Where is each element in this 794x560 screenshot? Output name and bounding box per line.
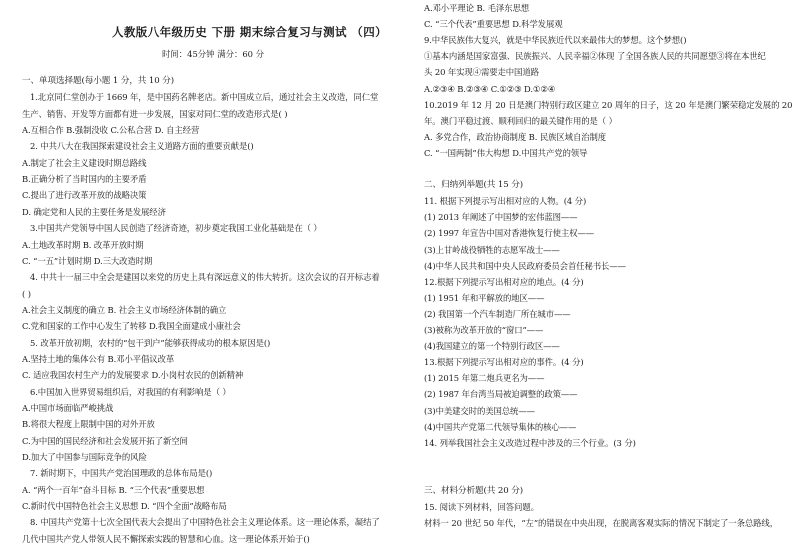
left-lines-line: C.党和国家的工作中心发生了转移 D.我国全面建成小康社会 xyxy=(22,321,241,332)
left-lines-line: B.正确分析了当时国内的主要矛盾 xyxy=(22,174,147,185)
right-lines-line: A.②③④ B.②③④ C.①②③ D.①②④ xyxy=(424,83,556,94)
right-lines-line: A.邓小平理论 B. 毛泽东思想 xyxy=(424,3,530,13)
right-lines-line: 10.2019 年 12 月 20 日是澳门特别行政区建立 20 周年的日子，这 20 年是澳门繁荣稳定发展的 20 xyxy=(424,99,793,110)
right-lines-line: A. 多党合作，政治协商制度 B. 民族区域自治制度 xyxy=(424,131,607,142)
left-lines-line: D. 确定党和人民的主要任务是发展经济 xyxy=(22,206,166,217)
right-lines-line: 15. 阅读下列材料，回答问题。 xyxy=(424,502,539,513)
left-lines-line: A.社会主义制度的确立 B. 社会主义市场经济体制的确立 xyxy=(22,304,227,315)
right-lines-line: 9.中华民族伟大复兴，就是中华民族近代以来最伟大的梦想。这个梦想() xyxy=(424,35,687,46)
left-lines-line: ( ) xyxy=(22,288,31,299)
right-lines-line: C. “一国两制”伟大构想 D.中国共产党的领导 xyxy=(424,147,588,158)
right-lines-line: (1) 2013 年阐述了中国梦的宏伟蓝图—— xyxy=(424,212,578,223)
right-lines-line: 年。澳门平稳过渡、顺利回归的最关键作用的是（ ） xyxy=(424,115,617,126)
right-lines-line: 12.根据下列提示写出相对应的地点。(4 分) xyxy=(424,276,584,287)
right-lines-line: 14. 列举我国社会主义改造过程中涉及的三个行业。(3 分) xyxy=(424,437,636,448)
right-lines-line: (2) 1997 年宣告中国对香港恢复行使主权—— xyxy=(424,228,595,239)
right-lines-line: (1) 1951 年和平解放的地区—— xyxy=(424,292,545,303)
left-lines-line: A.互相合作 B.强制没收 C.公私合营 D. 自主经营 xyxy=(22,125,200,136)
left-lines-line: D.加大了中国参与国际竞争的风险 xyxy=(22,452,147,463)
left-lines-line: A.中国市场面临严峻挑战 xyxy=(22,403,114,413)
left-lines-line: C. 适应我国农村生产力的发展要求 D.小岗村农民的创新精神 xyxy=(22,370,244,381)
left-lines-line: A.土地改革时期 B. 改革开放时期 xyxy=(22,239,144,250)
left-lines-line: C.新时代中国特色社会主义思想 D. “四个全面”战略布局 xyxy=(22,501,227,512)
left-lines-line: C.提出了进行改革开放的战略决策 xyxy=(22,190,147,201)
right-lines-line: 材料一 20 世纪 50 年代，“左”的错误在中央出现，在脱离客观实际的情况下制定了一条总路线， xyxy=(424,518,778,529)
left-lines-line: 7. 新时期下，中国共产党治国理政的总体布局是() xyxy=(30,468,213,479)
right-lines-line: (2) 1987 年台湾当局被迫调整的政策—— xyxy=(424,389,578,400)
right-lines-line: (4)中华人民共和国中央人民政府委员会首任秘书长—— xyxy=(424,260,626,271)
left-lines-line: 5. 改革开放初期，农村的“包干到户”能够获得成功的根本原因是() xyxy=(30,337,271,348)
right-lines-line: 13.根据下列提示写出相对应的事件。(4 分) xyxy=(424,357,584,368)
left-lines-line: 一、单项选择题(每小题 1 分，共 10 分) xyxy=(22,76,175,86)
right-lines-line: 11. 根据下列提示写出相对应的人物。(4 分) xyxy=(424,196,587,207)
left-lines-line: 2. 中共八大在我国探索建设社会主义道路方面的重要贡献是() xyxy=(30,141,254,152)
right-lines-line: (1) 2015 年第二炮兵更名为—— xyxy=(424,373,545,384)
left-lines-line: C. “一五”计划时期 D.三大改造时期 xyxy=(22,255,153,266)
right-lines-line: C. “三个代表”重要思想 D.科学发展观 xyxy=(424,19,563,30)
left-lines-line: B.将很大程度上限制中国的对外开放 xyxy=(22,419,155,430)
left-lines-line: 6.中国加入世界贸易组织后，对我国的有利影响是（ ） xyxy=(30,386,231,397)
right-lines-line: (3)被称为改革开放的“窗口”—— xyxy=(424,325,544,335)
left-lines-line: 3.中国共产党领导中国人民创造了经济奇迹，初步奠定我国工业化基础是在（ ） xyxy=(30,223,322,234)
right-lines-line: (4)中国共产党第二代领导集体的核心—— xyxy=(424,421,577,432)
right-lines-line: (3)中美建交时的美国总统—— xyxy=(424,405,535,416)
right-lines-line: 三、材料分析题(共 20 分) xyxy=(424,486,523,496)
left-lines-line: 4. 中共十一届三中全会是建国以来党的历史上具有深远意义的伟大转折。这次会议的召开标志着 xyxy=(30,272,380,283)
left-lines-line: 生产、销售、开发等方面都有进一步发展，国家对同仁堂的改造形式是( ) xyxy=(22,108,288,119)
left-lines-line: C.为中国的国民经济和社会发展开拓了新空间 xyxy=(22,435,188,446)
right-lines-line: (2) 我国第一个汽车制造厂所在城市—— xyxy=(424,308,571,319)
right-lines-line: 头 20 年实现④需要走中国道路 xyxy=(424,67,539,78)
right-lines-line: 二、归纳列举题(共 15 分) xyxy=(424,180,523,191)
right-lines-line: ①基本内涵是国家富强、民族振兴、人民幸福②体现 了全国各族人民的共同愿望③将在本世纪 xyxy=(424,51,766,62)
left-lines-line: A.制定了社会主义建设时期总路线 xyxy=(22,157,147,168)
right-lines-line: (4)我国建立的第一个特别行政区—— xyxy=(424,341,560,352)
left-lines-line: 8. 中国共产党第十七次全国代表大会提出了中国特色社会主义理论体系。这一理论体系，凝结了 xyxy=(30,517,380,528)
left-lines-line: A. “两个一百年”奋斗目标 B. “三个代表”重要思想 xyxy=(22,484,205,495)
left-lines-line: 几代中国共产党人带领人民不懈探索实践的智慧和心血。这一理论体系开始于() xyxy=(22,533,310,544)
right-lines-line: (3)上甘岭战役牺牲的志愿军战士—— xyxy=(424,244,560,255)
page-title: 人教版八年级历史 下册 期末综合复习与测试 （四） xyxy=(112,25,388,39)
page-subtitle: 时间：45分钟 满分：60 分 xyxy=(162,49,265,59)
left-lines-line: 1.北京同仁堂创办于 1669 年，是中国药名牌老店。新中国成立后，通过社会主义改造，同仁堂 xyxy=(30,92,379,103)
left-lines-line: A.坚持土地的集体公有 B.邓小平倡议改革 xyxy=(22,353,175,364)
